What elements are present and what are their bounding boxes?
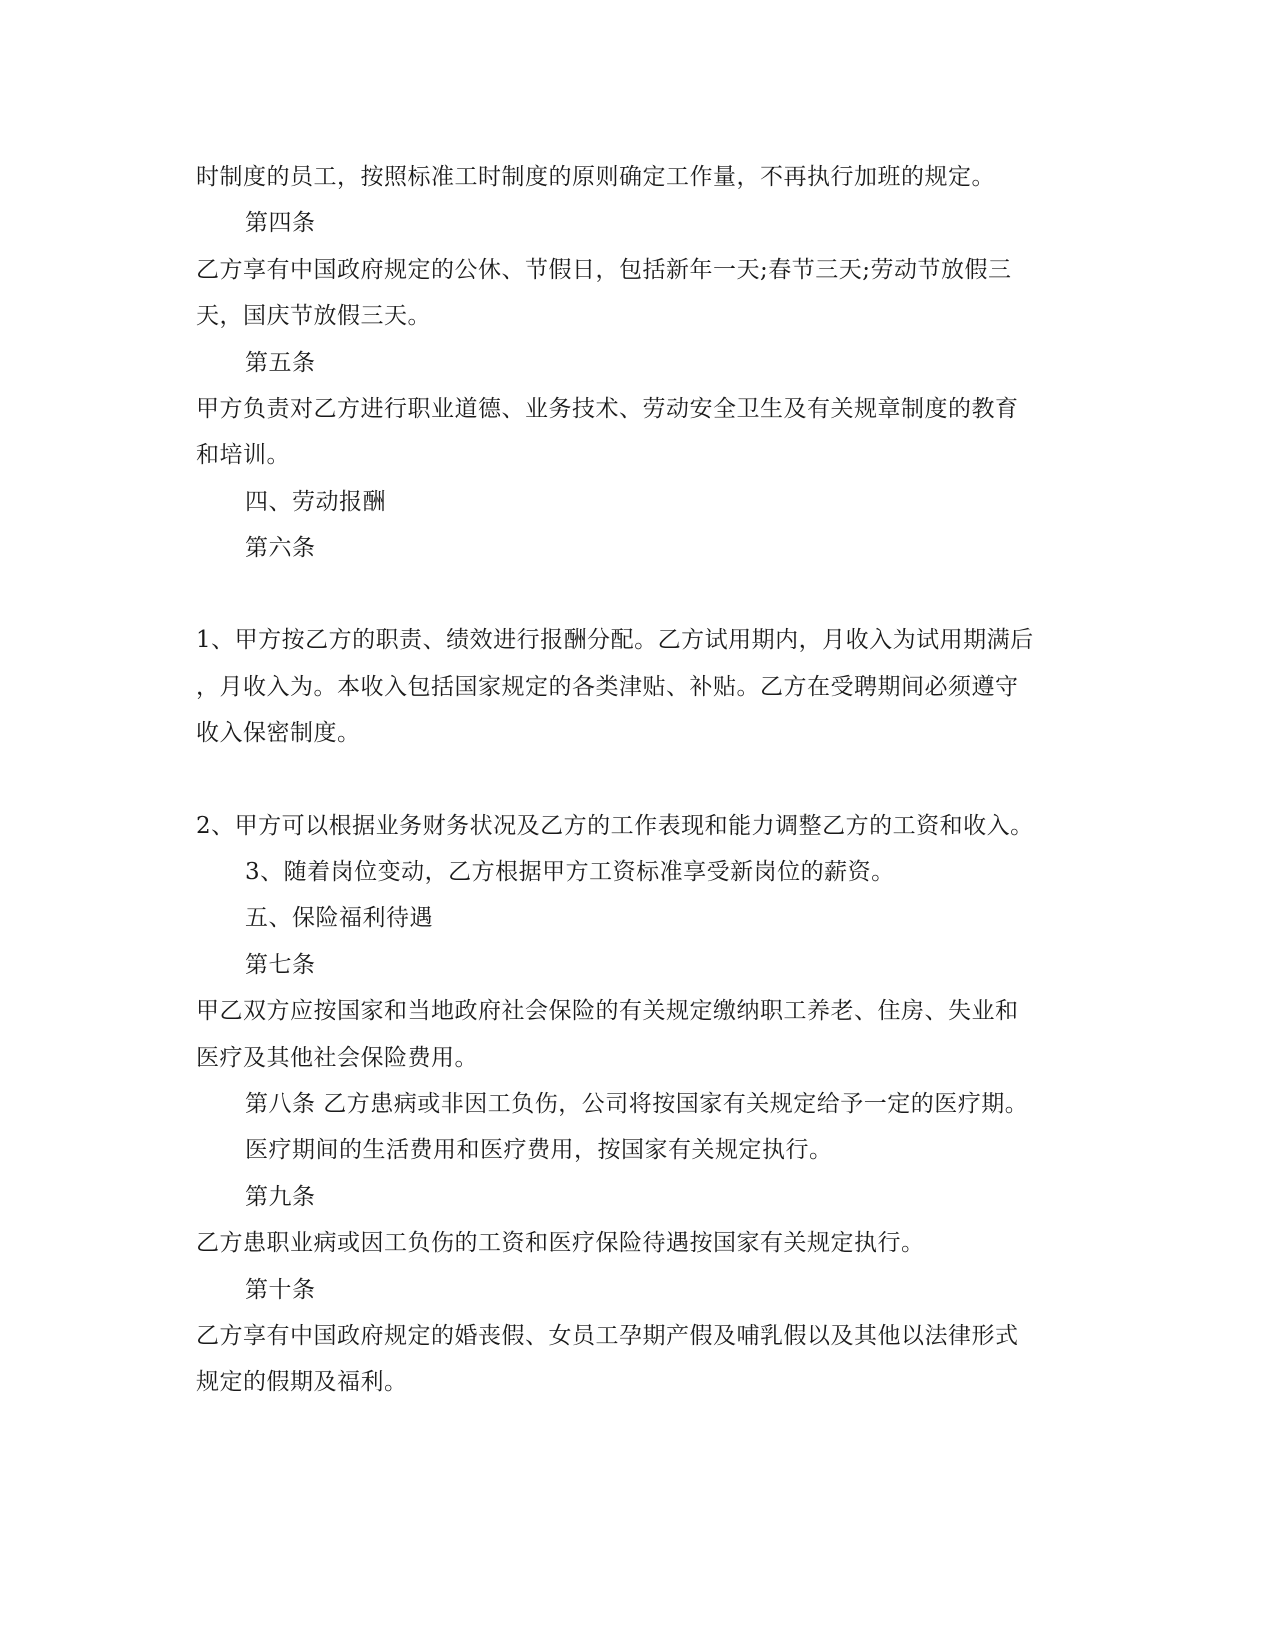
article-heading: 第六条: [245, 535, 316, 561]
text-line: 1、甲方按乙方的职责、绩效进行报酬分配。乙方试用期内，月收入为试用期满后: [196, 627, 1034, 653]
text-line: ，月收入为。本收入包括国家规定的各类津贴、补贴。乙方在受聘期间必须遵守: [196, 674, 1019, 700]
text-line: 医疗及其他社会保险费用。: [196, 1045, 478, 1071]
article-heading: 第四条: [245, 210, 316, 236]
text-line: 收入保密制度。: [196, 720, 361, 746]
article-heading: 第九条: [245, 1184, 316, 1210]
text-line: 乙方患职业病或因工负伤的工资和医疗保险待遇按国家有关规定执行。: [196, 1230, 925, 1256]
text-line: 规定的假期及福利。: [196, 1369, 408, 1395]
text-line: 和培训。: [196, 442, 290, 468]
text-line: 乙方享有中国政府规定的公休、节假日，包括新年一天;春节三天;劳动节放假三: [196, 257, 1012, 283]
text-line: 乙方享有中国政府规定的婚丧假、女员工孕期产假及哺乳假以及其他以法律形式: [196, 1323, 1019, 1349]
text-line: 2、甲方可以根据业务财务状况及乙方的工作表现和能力调整乙方的工资和收入。: [196, 813, 1034, 839]
text-line: 时制度的员工，按照标准工时制度的原则确定工作量，不再执行加班的规定。: [196, 164, 995, 190]
article-heading: 第五条: [245, 350, 316, 376]
article-heading: 第七条: [245, 952, 316, 978]
text-line: 天，国庆节放假三天。: [196, 303, 431, 329]
article-heading: 第十条: [245, 1277, 316, 1303]
section-heading: 四、劳动报酬: [245, 489, 386, 515]
text-line: 医疗期间的生活费用和医疗费用，按国家有关规定执行。: [245, 1137, 833, 1163]
text-line: 第八条 乙方患病或非因工负伤，公司将按国家有关规定给予一定的医疗期。: [245, 1091, 1029, 1117]
text-line: 3、随着岗位变动，乙方根据甲方工资标准享受新岗位的薪资。: [245, 859, 895, 885]
section-heading: 五、保险福利待遇: [245, 905, 433, 931]
text-line: 甲方负责对乙方进行职业道德、业务技术、劳动安全卫生及有关规章制度的教育: [196, 396, 1019, 422]
text-line: 甲乙双方应按国家和当地政府社会保险的有关规定缴纳职工养老、住房、失业和: [196, 998, 1019, 1024]
